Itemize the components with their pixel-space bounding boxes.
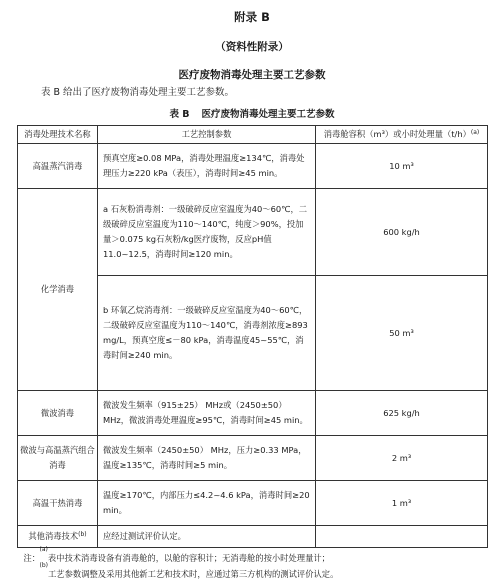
note-a [23,546,488,566]
appendix-nature: （资料性附录） [215,41,289,53]
params-cell: 应经过测试评价认定。 [98,526,316,548]
params-cell: 微波发生频率（915±25） MHz或（2450±50） MHz，微波消毒处理温度≥95℃，消毒时间≥45 min。 [98,391,316,436]
capacity-cell: 50 m³ [316,276,488,391]
header-capacity [316,126,488,144]
table-caption-number: 表 B [169,109,190,120]
header-capacity-label: 消毒舱容积（m³）或小时处理量（t/h） [323,129,471,139]
appendix-title: 附录 B [234,10,270,24]
params-cell: 温度≥170℃，内部压力≤4.2~4.6 kPa，消毒时间≥20 min。 [98,481,316,526]
params-cell: 微波发生频率（2450±50） MHz，压力≥0.33 MPa，温度≥135℃，消毒时间≥5 min。 [98,436,316,481]
table-caption-title: 医疗废物消毒处理主要工艺参数 [201,109,335,120]
note-b [24,562,488,582]
note-prefix: 注： [23,553,41,563]
appendix-heading: 医疗废物消毒处理主要工艺参数 [178,69,326,81]
process-parameters-table [17,125,488,582]
tech-name-cell: 高温蒸汽消毒 [18,144,98,189]
tech-name-cell: 化学消毒 [18,189,98,391]
params-cell: b 环氧乙烷消毒剂：一级破碎反应室温度为40～60℃，二级破碎反应室温度为110～140℃，消毒剂浓度≥893 mg/L，预真空度≤－80 kPa，消毒温度45~55℃，消毒时间≥240 min。 [98,276,316,391]
note-a-text: 表中技术消毒设备有消毒舱的，以舱的容积计；无消毒舱的按小时处理量计； [47,553,330,563]
header-params: 工艺控制参数 [98,126,316,144]
header-capacity-note-mark: (a) [470,129,480,136]
capacity-cell: 1 m³ [316,481,488,526]
table-caption [0,106,504,120]
table-header-row [18,126,488,144]
table-notes-row [18,548,488,583]
tech-name-cell: 高温干热消毒 [18,481,98,526]
tech-note-mark: (b) [78,531,87,538]
tech-name-cell [18,526,98,548]
note-a-mark: (a) [39,546,48,553]
table-row [18,144,488,189]
note-b-mark: (b) [39,562,48,569]
params-cell: a 石灰粉消毒剂：一级破碎反应室温度为40～60℃，二级破碎反应室温度为110～140℃，纯度＞90%，投加量＞0.075 kg石灰粉/kg医疗废物，反应pH值11.0~12.5，消毒时间≥120 min。 [98,189,316,276]
intro-paragraph: 表 B 给出了医疗废物消毒处理主要工艺参数。 [41,87,235,98]
table-row [18,526,488,548]
table-row [18,481,488,526]
capacity-cell [316,526,488,548]
table-row [18,189,488,276]
capacity-cell: 600 kg/h [316,189,488,276]
table-row [18,436,488,481]
params-cell: 预真空度≥0.08 MPa，消毒处理温度≥134℃，消毒处理压力≥220 kPa（表压），消毒时间≥45 min。 [98,144,316,189]
capacity-cell: 10 m³ [316,144,488,189]
capacity-cell: 625 kg/h [316,391,488,436]
table-notes [18,548,488,583]
note-b-text: 工艺参数调整及采用其他新工艺和技术时，应通过第三方机构的测试评价认定。 [48,569,339,579]
header-tech: 消毒处理技术名称 [18,126,98,144]
tech-name-cell: 微波与高温蒸汽组合消毒 [18,436,98,481]
tech-name-cell: 微波消毒 [18,391,98,436]
table-row [18,391,488,436]
capacity-cell: 2 m³ [316,436,488,481]
tech-name-label: 其他消毒技术 [28,531,79,541]
